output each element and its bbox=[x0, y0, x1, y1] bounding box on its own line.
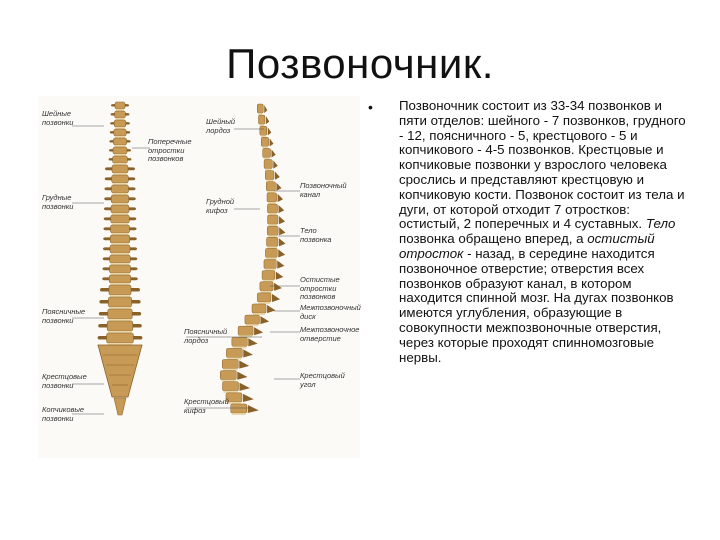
label-lumbar-vertebrae: Поясничные позвонки bbox=[42, 307, 86, 325]
label-spinal-canal: Позвоночный канал bbox=[300, 181, 347, 199]
text-emphasis-body: Тело bbox=[645, 216, 676, 232]
label-lumbar-lordosis: Поясничный лордоз bbox=[184, 327, 228, 345]
text-part-1: Позвоночник состоит из 33-34 позвонков и пяти отделов: шейного - 7 позвонков, грудного - 12, поясничного - 5, крестцового - 5 и копчикового - 4-5 позвонков. Крестцовые и копчиковые позвонки у взрослого человека срослись и представляют крестцовую и копчиковую кости. Позвонок состоит из тела и дуги, от которой отходит 7 отростков: остистый, 2 поперечных и 4 суставных. bbox=[399, 98, 690, 232]
body-paragraph bbox=[399, 98, 690, 365]
text-emphasis-spinous: остистый отросток bbox=[399, 231, 655, 261]
label-vertebral-body: Тело позвонка bbox=[300, 226, 332, 244]
front-view-spine bbox=[98, 102, 143, 415]
label-intervertebral-disc: Межпозвоночный диск bbox=[300, 303, 361, 321]
label-transverse-processes: Поперечные отростки позвонков bbox=[148, 137, 192, 163]
label-cervical-lordosis: Шейный лордоз bbox=[206, 117, 236, 135]
label-sacral-angle: Крестцовый угол bbox=[300, 371, 345, 389]
label-thoracic-vertebrae: Грудные позвонки bbox=[42, 193, 74, 211]
label-sacral-vertebrae: Крестцовые позвонки bbox=[42, 372, 87, 390]
spine-illustration bbox=[38, 96, 360, 458]
bullet-marker: • bbox=[368, 99, 373, 115]
text-part-3: - назад, в середине находится позвоночное отверстие; отверстия всех позвонков образуют канал, в котором находится спинной мозг. На дугах позвонков имеются углубления, образующие в совокупности межпозвоночные отверстия, через которые проходят спинномозговые нервы. bbox=[399, 245, 678, 365]
label-cervical-vertebrae: Шейные позвонки bbox=[42, 109, 74, 127]
text-part-2: позвонка обращено вперед, а bbox=[399, 216, 680, 247]
label-spinous-processes: Остистые отростки позвонков bbox=[300, 275, 340, 301]
side-view-spine bbox=[220, 104, 285, 415]
label-thoracic-kyphosis: Грудной кифоз bbox=[206, 197, 235, 215]
label-coccygeal-vertebrae: Копчиковые позвонки bbox=[42, 405, 85, 423]
label-intervertebral-foramen: Межпозвоночное отверстие bbox=[300, 325, 360, 343]
label-sacral-kyphosis: Крестцовый кифоз bbox=[184, 397, 229, 415]
slide-title: Позвоночник. bbox=[226, 40, 494, 87]
